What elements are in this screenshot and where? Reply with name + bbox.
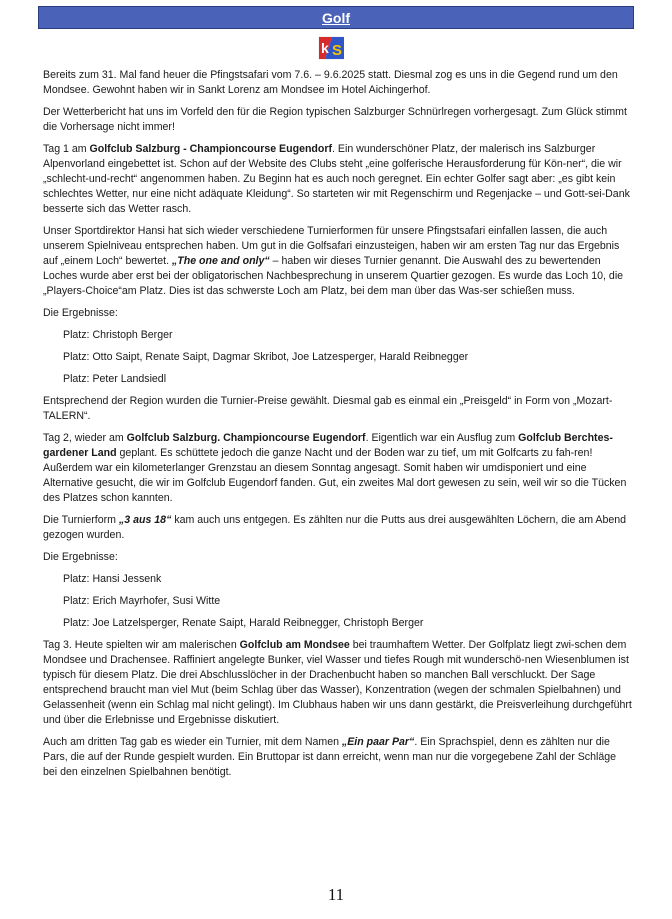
results-label-2: Die Ergebnisse: (43, 551, 118, 563)
third-text-a: Auch am dritten Tag gab es wieder ein Turnier, mit dem Namen (43, 736, 342, 748)
page-number: 11 (327, 885, 345, 904)
intro-paragraph: Bereits zum 31. Mal fand heuer die Pfingstsafari vom 7.6. – 9.6.2025 statt. Diesmal zog es uns in die Gegend rund um den Mondsee. Gewohnt haben wir in Sankt Lorenz am Mondsee im Hotel Aichingerhof. (43, 69, 618, 96)
day1-text-b: . Ein wunderschöner Platz, der malerisch ins Salzburger Alpenvorland eingebettet ist. Schon auf der Website des Clubs steht „eine golferische Herausforderung für Kön-ner“, die wir „schlecht-und-recht“ angenommen haben. Zu Beginn hat es auch noch geregnet. Ein echter Golfer sagt aber: „es gibt kein schlechtes Wetter, nur eine nicht adäquate Kleidung“. So starteten wir mit Regenschirm und Regenjacke – und Gott-sei-Dank besserte sich das Wetter rasch. (43, 143, 630, 215)
section-title: Golf (322, 9, 350, 26)
third-tournament-paragraph (43, 735, 633, 780)
day2-text-c: geplant. Es schüttete jedoch die ganze Nacht und der Boden war zu tief, um mit Golfcarts zu fah-ren! Außerdem war ein kilometerlanger Grenzstau an diesem Sonntag angesagt. Somit haben wir umdisponiert und eine Alternative gesucht, die wir im Golfclub Eugendorf fanden. Gut, ein zweites Mal dort gewesen zu sein, weil wir so die Tücken des Platzes schon kannten. (43, 447, 627, 504)
third-text-b: . Ein Sprachspiel, denn es zählten nur die Pars, die auf der Runde gespielt wurden. Ein Bruttopar ist dann erreicht, wenn man nur die vorgegebene Zahl der Schläge bei den einzelnen Spielbahnen benötigt. (43, 736, 616, 778)
result-line: Platz: Hansi Jessenk (63, 573, 162, 585)
third-tournament-name: „Ein paar Par“ (341, 736, 415, 748)
format-text-a: Die Turnierform (43, 514, 119, 526)
result-line: Platz: Erich Mayrhofer, Susi Witte (63, 595, 221, 607)
day1-club-name: Golfclub Salzburg - Championcourse Eugendorf (89, 143, 333, 155)
day2-paragraph (43, 431, 633, 506)
tournament-text-a: Unser Sportdirektor Hansi hat sich wieder verschiedene Turnierformen für unsere Pfingstsafari einfallen lassen, die auch unserem Spielniveau entsprechen haben. Um gut in die Golfsafari einzusteigen, haben wir am ersten Tag nur das Ergebnis auf „einem Loch“ bewertet. (43, 225, 620, 267)
logo-letter-right: S (332, 42, 343, 59)
day3-text-a: Tag 3. Heute spielten wir am malerischen (43, 639, 240, 651)
prizes-paragraph: Entsprechend der Region wurden die Turnier-Preise gewählt. Diesmal gab es einmal ein „Preisgeld“ in Form von „Mozart-TALERN“. (43, 395, 613, 422)
day3-text-b: bei traumhaftem Wetter. Der Golfplatz liegt zwi-schen dem Mondsee und Drachensee. Raffiniert angelegte Bunker, viel Wasser und tiefes Rough mit wunderschö-nen Wiesenblumen ist typisch für diesem Platz. Die drei Abschlusslöcher in der Drachenbucht haben so manchen Ball verschluckt. Der Sage entsprechend braucht man viel Mut (beim Schlag über das Wasser), Konzentration (wegen der schmalen Spielbahnen) und Gelassenheit (wenn ein Schlag mal nicht gelingt). Im Clubhaus haben wir uns dann gestärkt, die Preisverleihung durchgeführt und über die Erlebnisse und Ergebnisse diskutiert. (43, 639, 632, 726)
result-line: Platz: Peter Landsiedl (63, 373, 167, 385)
tournament-name: „The one and only“ (171, 255, 270, 267)
day1-text-a: Tag 1 am (43, 143, 90, 155)
day2-club2-name: Golfclub Berchtes-gardener Land (43, 432, 613, 459)
day3-club-name: Golfclub am Mondsee (239, 639, 350, 651)
results-label-1: Die Ergebnisse: (43, 307, 118, 319)
section-title-bar (38, 6, 634, 29)
result-line: Platz: Christoph Berger (63, 329, 173, 341)
day2-text-b: . Eigentlich war ein Ausflug zum (365, 432, 519, 444)
logo-letter-left: k (321, 40, 329, 56)
day3-paragraph (43, 638, 633, 728)
day2-text-a: Tag 2, wieder am (43, 432, 127, 444)
format-text-b: kam auch uns entgegen. Es zählten nur die Putts aus drei ausgewählten Löchern, die am Abend gezogen wurden. (43, 514, 627, 541)
format-name: „3 aus 18“ (118, 514, 172, 526)
result-line: Platz: Otto Saipt, Renate Saipt, Dagmar Skribot, Joe Latzesperger, Harald Reibnegger (63, 351, 469, 363)
day2-club-name: Golfclub Salzburg. Championcourse Eugendorf (126, 432, 366, 444)
result-line: Platz: Joe Latzelsperger, Renate Saipt, Harald Reibnegger, Christoph Berger (63, 617, 424, 629)
club-logo-icon (313, 33, 349, 63)
article-body (43, 68, 633, 787)
format-paragraph (43, 513, 633, 543)
day1-paragraph (43, 142, 633, 217)
weather-paragraph: Der Wetterbericht hat uns im Vorfeld den für die Region typischen Salzburger Schnürlregen vorhergesagt. Zum Glück stimmt die Vorhersage nicht immer! (43, 106, 627, 133)
tournament-paragraph (43, 224, 633, 299)
tournament-text-b: – haben wir dieses Turnier genannt. Die Auswahl des zu bewertenden Loches wurde aber erst bei der obligatorischen Nachbesprechung in unserem Quartier gezogen. Es wurde das Loch 10, die „Players-Choice“am Platz. Dies ist das schwerste Loch am Platz, bei dem man über das Was-ser schießen muss. (43, 255, 624, 297)
